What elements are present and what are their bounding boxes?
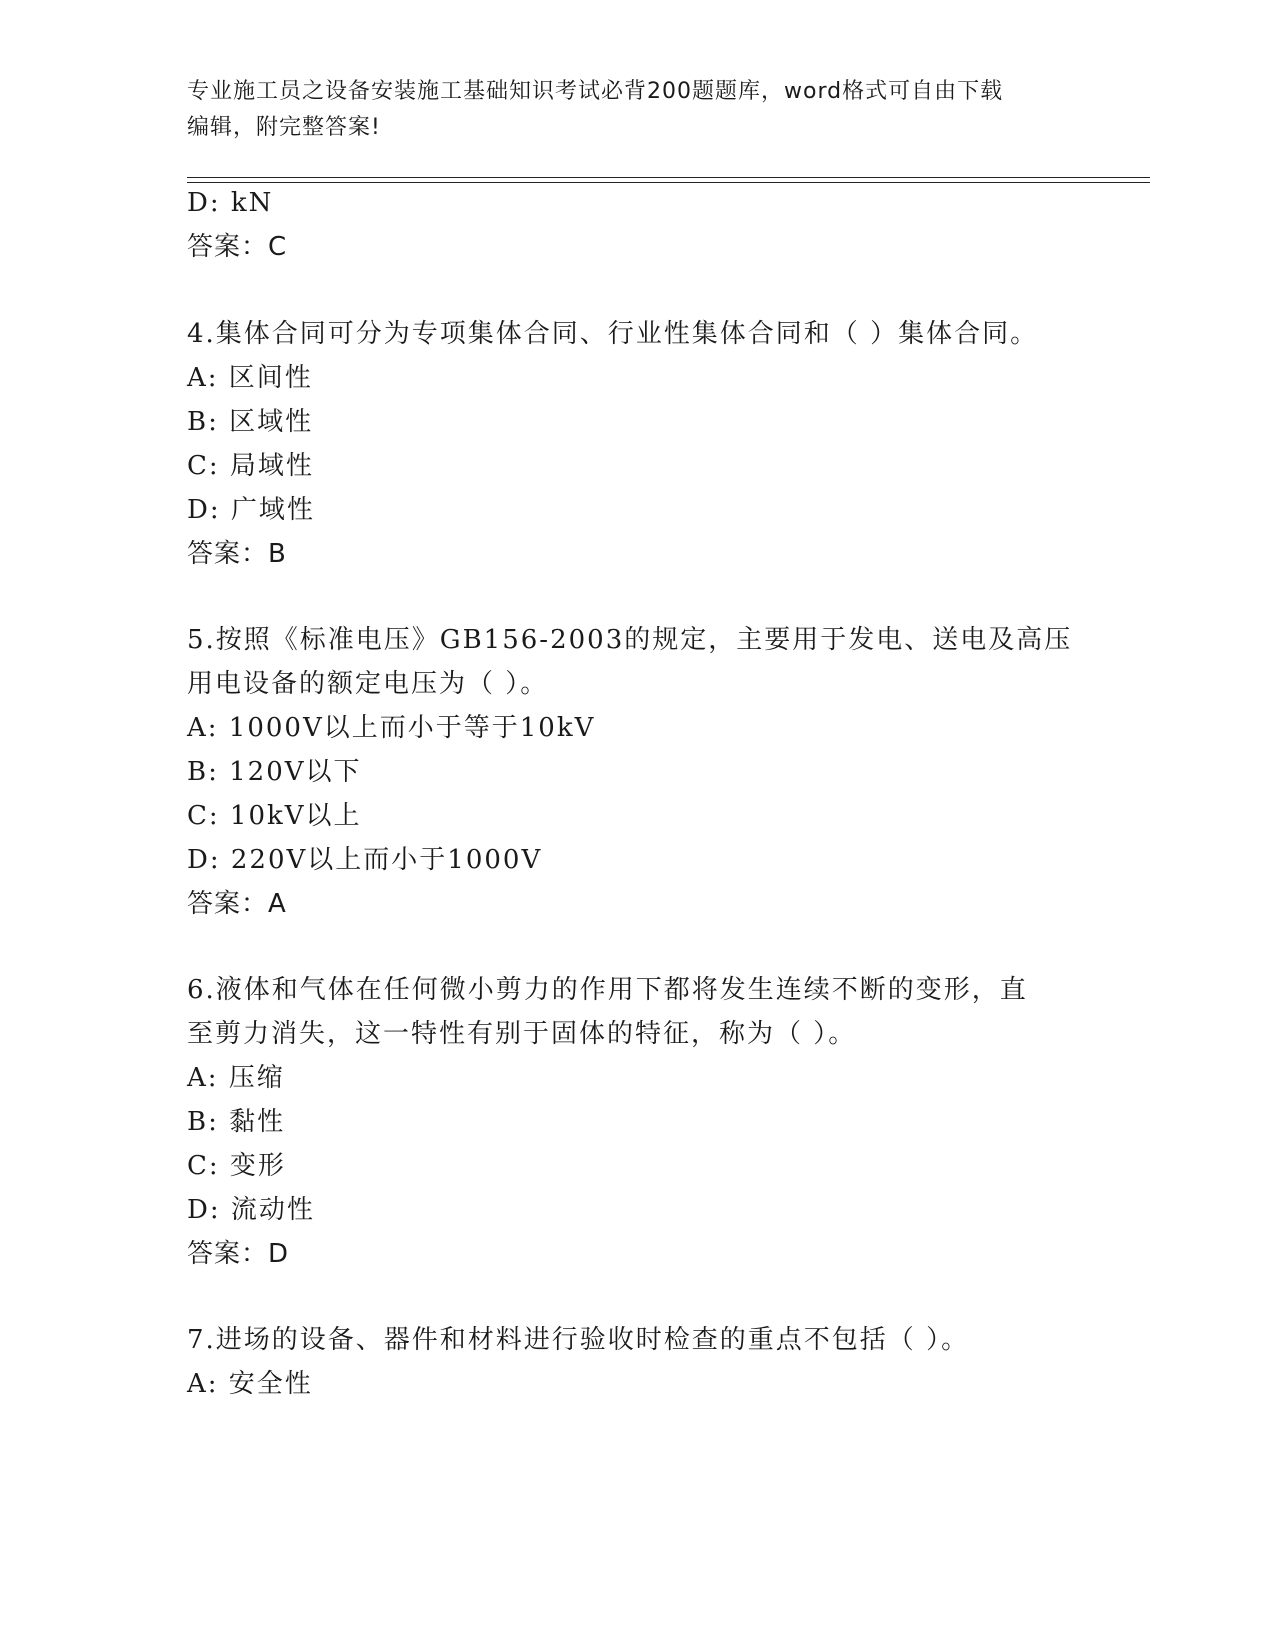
q6-stem-line-2: 至剪力消失，这一特性有别于固体的特征，称为（ ）。: [187, 1019, 857, 1049]
header-title-line-2: 编辑，附完整答案!: [187, 115, 381, 140]
q5-option-b: B: 120V以下: [187, 757, 362, 787]
q7-option-a: A: 安全性: [187, 1369, 313, 1399]
q4-option-a: A: 区间性: [187, 363, 313, 393]
q5-answer: 答案：A: [187, 889, 287, 919]
q5-option-d: D: 220V以上而小于1000V: [187, 845, 543, 875]
q6-option-d: D: 流动性: [187, 1195, 315, 1225]
document-header: [187, 74, 1087, 146]
prev-option-d: D: kN: [187, 188, 274, 218]
q4-answer: 答案：B: [187, 539, 287, 569]
q4-option-b: B: 区域性: [187, 407, 314, 437]
q7-stem: 7.进场的设备、器件和材料进行验收时检查的重点不包括（ ）。: [187, 1325, 970, 1355]
prev-answer: 答案：C: [187, 232, 288, 262]
q6-option-b: B: 黏性: [187, 1107, 286, 1137]
q6-option-c: C: 变形: [187, 1151, 286, 1181]
q4-option-d: D: 广域性: [187, 495, 315, 525]
q6-answer: 答案：D: [187, 1239, 290, 1269]
q5-stem-line-1: 5.按照《标准电压》GB156-2003的规定，主要用于发电、送电及高压: [187, 625, 1073, 655]
q5-option-a: A: 1000V以上而小于等于10kV: [187, 713, 596, 743]
header-divider-top: [187, 177, 1150, 178]
q6-stem-line-1: 6.液体和气体在任何微小剪力的作用下都将发生连续不断的变形，直: [187, 975, 1028, 1005]
q5-option-c: C: 10kV以上: [187, 801, 362, 831]
header-title-line-1: 专业施工员之设备安装施工基础知识考试必背200题题库，word格式可自由下载: [187, 79, 1004, 104]
q6-option-a: A: 压缩: [187, 1063, 285, 1093]
q5-stem-line-2: 用电设备的额定电压为（ ）。: [187, 669, 549, 699]
header-divider-bottom: [187, 182, 1150, 183]
q4-option-c: C: 局域性: [187, 451, 314, 481]
q4-stem: 4.集体合同可分为专项集体合同、行业性集体合同和（ ）集体合同。: [187, 319, 1039, 349]
